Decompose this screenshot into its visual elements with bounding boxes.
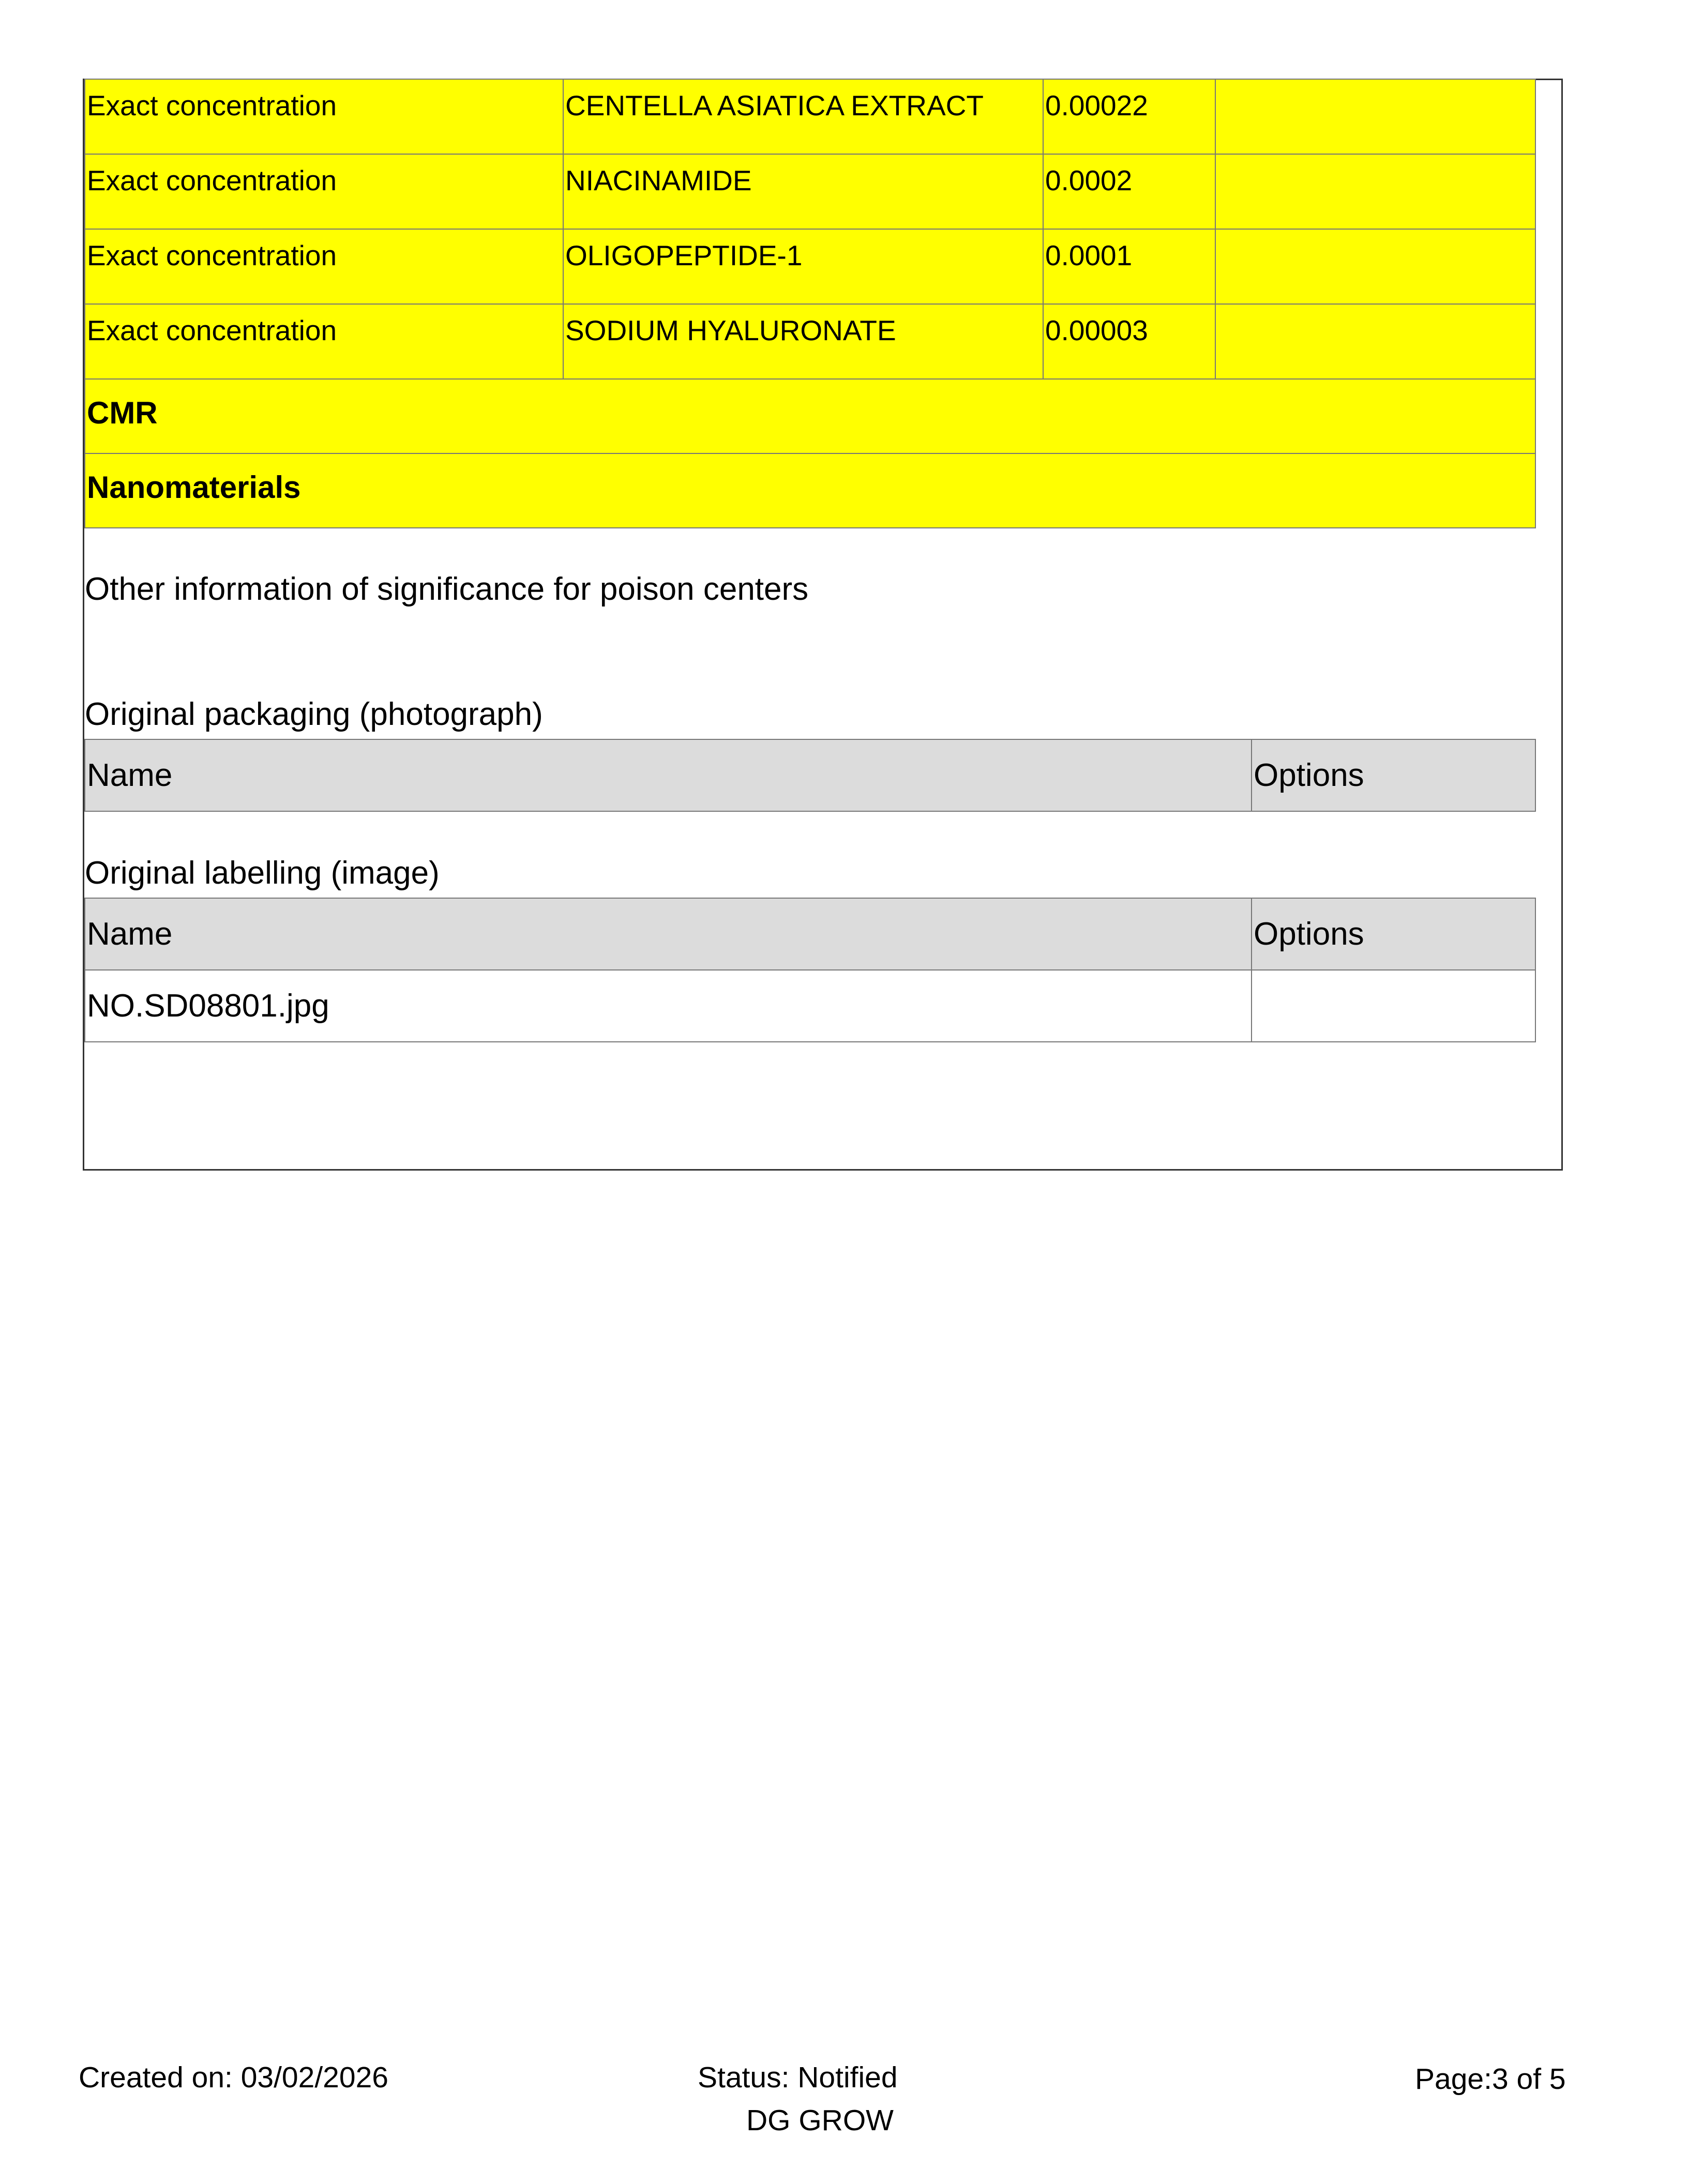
concentration-value: 0.00003 [1043, 304, 1215, 379]
packaging-table [84, 739, 1536, 812]
concentration-type: Exact concentration [85, 304, 563, 379]
file-options [1252, 970, 1535, 1042]
table-header-row [85, 739, 1535, 811]
table-row [85, 229, 1535, 304]
table-row [85, 970, 1535, 1042]
concentration-value: 0.0002 [1043, 154, 1215, 229]
ingredient-name: SODIUM HYALURONATE [563, 304, 1043, 379]
other-info-label: Other information of significance for poison centers [85, 571, 809, 607]
ingredients-table [84, 79, 1536, 528]
table-row [85, 79, 1535, 154]
concentration-type: Exact concentration [85, 79, 563, 154]
nanomaterials-row [85, 453, 1535, 528]
extra-cell [1215, 304, 1535, 379]
extra-cell [1215, 229, 1535, 304]
concentration-type: Exact concentration [85, 154, 563, 229]
column-header-name: Name [85, 898, 1252, 970]
cmr-heading: CMR [85, 379, 1535, 453]
concentration-type: Exact concentration [85, 229, 563, 304]
labelling-table [84, 898, 1536, 1042]
column-header-options: Options [1252, 898, 1535, 970]
ingredient-name: NIACINAMIDE [563, 154, 1043, 229]
labelling-title: Original labelling (image) [85, 855, 440, 891]
status: Status: Notified [698, 2061, 898, 2094]
ingredient-name: OLIGOPEPTIDE-1 [563, 229, 1043, 304]
nanomaterials-heading: Nanomaterials [85, 453, 1535, 528]
extra-cell [1215, 79, 1535, 154]
organization: DG GROW [746, 2104, 894, 2137]
table-row [85, 154, 1535, 229]
file-name-link[interactable]: NO.SD08801.jpg [85, 970, 1252, 1042]
extra-cell [1215, 154, 1535, 229]
created-on: Created on: 03/02/2026 [79, 2061, 388, 2094]
ingredient-name: CENTELLA ASIATICA EXTRACT [563, 79, 1043, 154]
table-row [85, 304, 1535, 379]
concentration-value: 0.0001 [1043, 229, 1215, 304]
column-header-name: Name [85, 739, 1252, 811]
packaging-title: Original packaging (photograph) [85, 696, 543, 732]
concentration-value: 0.00022 [1043, 79, 1215, 154]
page-number: Page:3 of 5 [1415, 2062, 1566, 2096]
table-header-row [85, 898, 1535, 970]
column-header-options: Options [1252, 739, 1535, 811]
cmr-row [85, 379, 1535, 453]
